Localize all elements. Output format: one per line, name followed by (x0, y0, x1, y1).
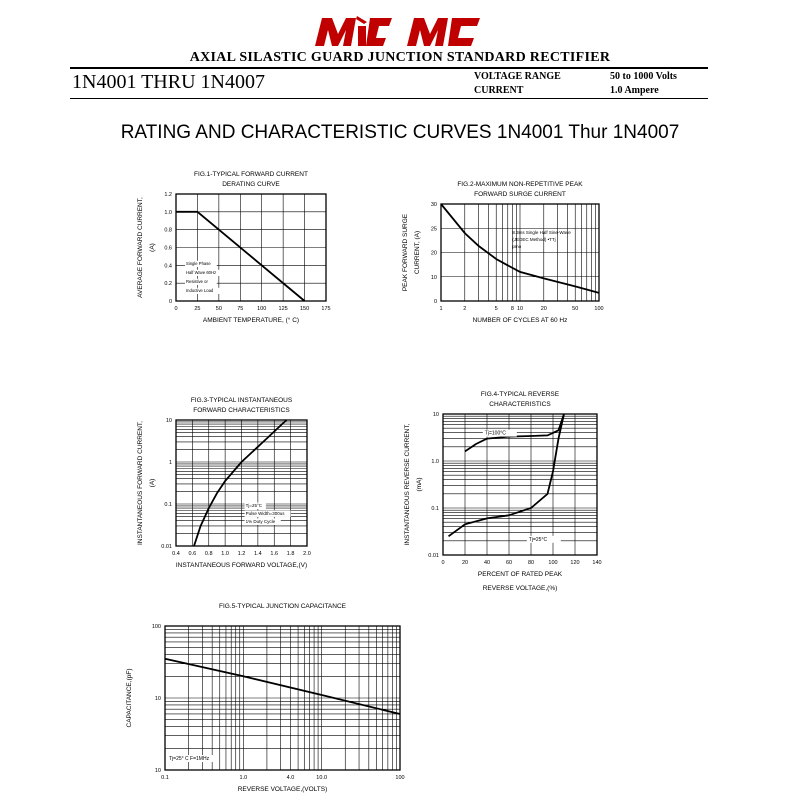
figure-3 (137, 397, 311, 569)
x-tick-label: 60 (505, 560, 513, 566)
y-tick-label: 0.01 (161, 544, 172, 550)
x-tick-label: 20 (461, 560, 469, 566)
x-axis-label-2: REVERSE VOLTAGE,(%) (482, 585, 558, 592)
figure-title-line: FIG.1-TYPICAL FORWARD CURRENT (194, 171, 308, 178)
annotation-text: Tj=25° C F=1MHz (169, 756, 210, 762)
annotation-text: Single Phase (186, 261, 211, 266)
annotation-text: Half Wave 60Hz (186, 270, 217, 275)
plot-frame (443, 414, 597, 555)
x-tick-label: 50 (572, 306, 579, 312)
x-axis-label: NUMBER OF CYCLES AT 60 Hz (472, 317, 568, 324)
y-tick-label: 100 (151, 624, 161, 630)
x-tick-label: 5 (494, 306, 498, 312)
y-tick-label: 10 (432, 412, 439, 418)
x-tick-label: 0.4 (172, 551, 180, 557)
annotation-text: 1% Duty Cycle (245, 518, 276, 524)
x-axis-label: REVERSE VOLTAGE,(VOLTS) (237, 786, 328, 793)
figure-title-line: FIG.3-TYPICAL INSTANTANEOUS (190, 397, 293, 404)
figure-title-line: FORWARD CHARACTERISTICS (193, 407, 290, 414)
figure-title-line: FORWARD SURGE CURRENT (474, 191, 566, 198)
x-tick-label: 10 (516, 306, 524, 312)
y-axis-label-line: CAPACITANCE,(pF) (126, 668, 133, 728)
y-tick-label: 0.1 (164, 502, 172, 508)
x-tick-label: 140 (592, 560, 602, 566)
x-axis-label: AMBIENT TEMPERATURE, (° C) (202, 317, 300, 324)
x-tick-label: 100 (395, 775, 405, 781)
x-tick-label: 50 (215, 306, 222, 312)
y-axis-label-line: PEAK FORWARD SURGE (402, 213, 409, 292)
x-tick-label: 1.4 (254, 551, 262, 557)
series-label: Tj=25°C (528, 536, 548, 543)
y-axis-label-line: AVERAGE FORWARD CURRENT, (137, 197, 144, 298)
x-tick-label: 100 (257, 306, 267, 312)
figure-1 (137, 171, 331, 324)
figure-title-line: FIG.5-TYPICAL JUNCTION CAPACITANCE (218, 603, 347, 610)
x-tick-label: 1 (439, 306, 443, 312)
annotation-text: 8.3ms Single Half Sine-Wave (512, 230, 571, 235)
x-tick-label: 150 (299, 306, 310, 312)
y-tick-label: 0 (433, 299, 437, 305)
y-axis-label-line: (A) (149, 243, 156, 252)
figure-2 (402, 181, 604, 324)
y-tick-label: 0.01 (428, 553, 439, 559)
y-tick-label: 10 (430, 274, 437, 281)
x-tick-label: 4.0 (286, 775, 295, 781)
y-tick-label: 0.8 (164, 227, 172, 234)
y-tick-label: 0.2 (164, 281, 172, 288)
y-tick-label: 0.6 (164, 245, 172, 252)
part-number-range: 1N4001 THRU 1N4007 (72, 71, 265, 93)
x-tick-label: 80 (527, 560, 535, 566)
x-tick-label: 20 (540, 306, 547, 312)
y-tick-label: 1.2 (164, 192, 172, 198)
annotation-text: Resistive or (186, 279, 208, 284)
x-tick-label: 25 (194, 306, 201, 312)
figure-title-line: CHARACTERISTICS (489, 401, 551, 408)
x-tick-label: 1.2 (237, 551, 246, 557)
x-tick-label: 100 (594, 306, 604, 312)
x-tick-label: 75 (237, 306, 244, 312)
x-tick-label: 1.0 (221, 551, 229, 557)
y-tick-label: 10 (154, 696, 161, 702)
x-tick-label: 0.8 (204, 551, 213, 557)
x-tick-label: 125 (278, 306, 288, 312)
y-axis-label-line: INSTANTANEOUS FORWARD CURRENT, (137, 421, 144, 545)
x-tick-label: 0.1 (161, 775, 169, 781)
x-axis-label: PERCENT OF RATED PEAK (477, 571, 563, 578)
x-tick-label: 0.6 (188, 551, 197, 557)
x-tick-label: 8 (510, 306, 514, 312)
y-tick-label: 20 (430, 250, 437, 257)
page-title: RATING AND CHARACTERISTIC CURVES 1N4001 Thur 1N4007 (120, 122, 680, 143)
x-tick-label: 2 (463, 306, 467, 312)
y-tick-label: 0.1 (431, 506, 439, 512)
annotation-text: Inductive Load (186, 288, 214, 293)
data-line (194, 420, 287, 546)
series-label: Tj=100°C (484, 430, 506, 437)
y-axis-label-line: INSTANTANEOUS REVERSE CURRENT, (404, 423, 411, 546)
figure-5 (126, 603, 405, 793)
annotation-text: (JEDEC Method) •TTj (512, 237, 556, 242)
y-axis-label-line: (A) (149, 478, 156, 488)
data-line (165, 659, 400, 714)
x-tick-label: 120 (570, 560, 580, 566)
x-tick-label: 0 (174, 306, 178, 312)
figure-title-line: FIG.2-MAXIMUM NON-REPETITIVE PEAK (457, 181, 583, 188)
annotation-text: Pulse Width=300us (245, 510, 285, 516)
y-axis-label-line: CURRENT, (A) (414, 230, 421, 275)
x-tick-label: 100 (548, 560, 558, 566)
y-tick-label: 10 (165, 418, 172, 424)
x-tick-label: 175 (321, 306, 331, 312)
x-tick-label: 0 (441, 560, 445, 566)
x-tick-label: 40 (483, 560, 491, 566)
x-tick-label: 1.8 (286, 551, 295, 557)
x-tick-label: 10.0 (316, 775, 328, 781)
figure-title-line: DERATING CURVE (222, 181, 280, 188)
y-tick-label: 1.0 (164, 209, 172, 216)
y-tick-label: 1.0 (431, 459, 439, 465)
y-tick-label: 0.4 (164, 263, 172, 270)
spec-voltage-label: VOLTAGE RANGE (474, 71, 561, 82)
y-tick-label: 0 (168, 299, 172, 305)
x-axis-label: INSTANTANEOUS FORWARD VOLTAGE,(V) (175, 562, 308, 569)
annotation-text: Tj=25°C (245, 502, 263, 508)
y-axis-label-line: (mA) (416, 477, 423, 492)
spec-voltage-value: 50 to 1000 Volts (610, 71, 677, 82)
y-tick-label: 30 (430, 202, 437, 208)
document-subtitle: AXIAL SILASTIC GUARD JUNCTION STANDARD RECTIFIER (189, 50, 611, 65)
spec-current-label: CURRENT (474, 85, 524, 96)
x-tick-label: 1.0 (239, 775, 248, 781)
annotation-text: pmo (512, 244, 522, 249)
y-tick-label: 25 (430, 226, 437, 233)
spec-current-value: 1.0 Ampere (610, 85, 659, 96)
x-tick-label: 1.6 (270, 551, 279, 557)
x-tick-label: 2.0 (303, 551, 311, 557)
figure-title-line: FIG.4-TYPICAL REVERSE (480, 391, 560, 398)
y-tick-label: 1 (168, 460, 172, 466)
y-tick-label: 10 (154, 768, 161, 774)
figure-4 (404, 391, 602, 592)
